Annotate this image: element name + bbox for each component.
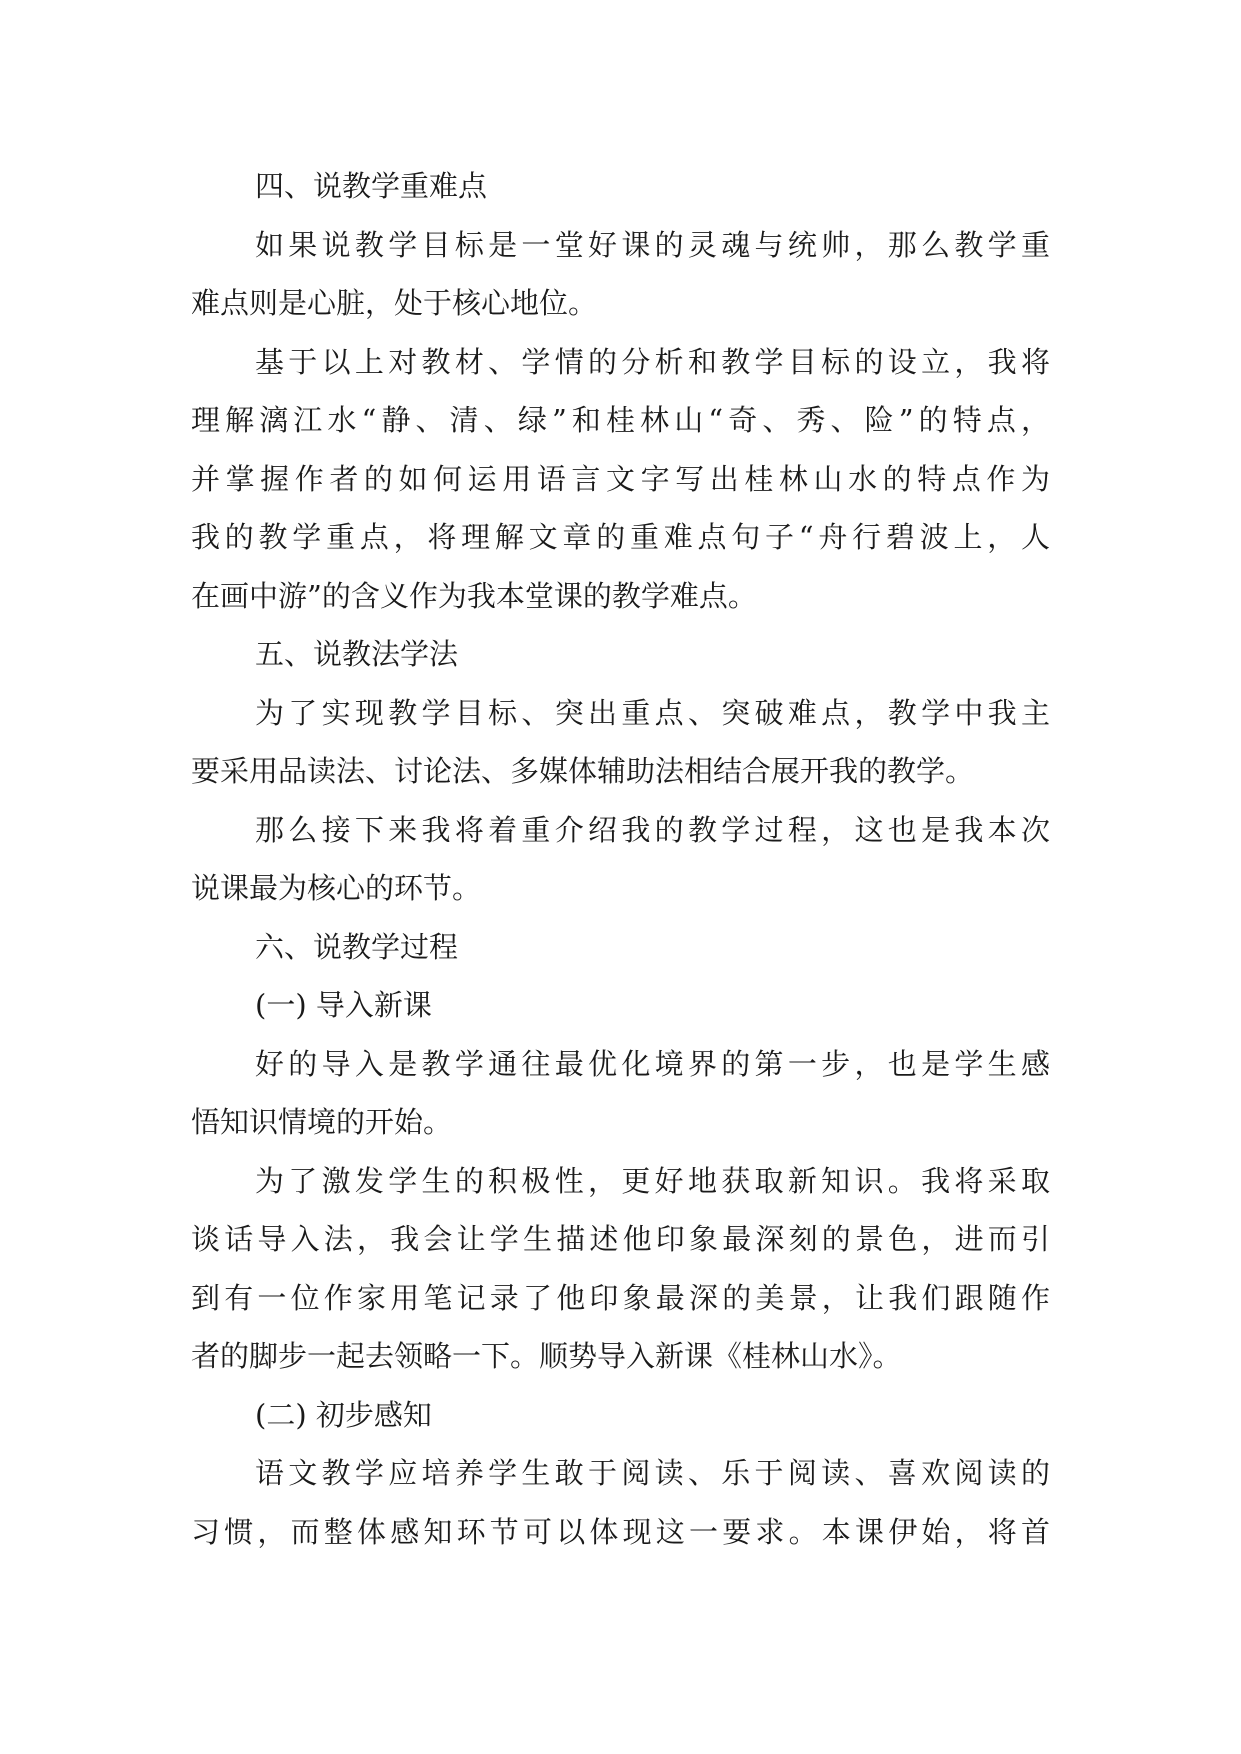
paragraph-line: 好的导入是教学通往最优化境界的第一步，也是学生感 bbox=[255, 1046, 1050, 1081]
section-heading: (二) 初步感知 bbox=[255, 1397, 432, 1432]
paragraph-line: 要采用品读法、讨论法、多媒体辅助法相结合展开我的教学。 bbox=[191, 754, 975, 788]
paragraph-line: 并掌握作者的如何运用语言文字写出桂林山水的特点作为 bbox=[191, 461, 1050, 496]
paragraph-line: 难点则是心脏，处于核心地位。 bbox=[191, 286, 598, 320]
section-heading: 四、说教学重难点 bbox=[255, 169, 488, 203]
paragraph-line: 说课最为核心的环节。 bbox=[191, 871, 482, 905]
paragraph-line: 习惯，而整体感知环节可以体现这一要求。本课伊始，将首 bbox=[191, 1514, 1050, 1549]
paragraph-line: 悟知识情境的开始。 bbox=[191, 1105, 453, 1139]
paragraph-line: 那么接下来我将着重介绍我的教学过程，这也是我本次 bbox=[255, 812, 1050, 847]
paragraph-line: 我的教学重点，将理解文章的重难点句子“舟行碧波上，人 bbox=[191, 520, 1050, 554]
paragraph-line: 基于以上对教材、学情的分析和教学目标的设立，我将 bbox=[255, 344, 1050, 379]
paragraph-line: 谈话导入法，我会让学生描述他印象最深刻的景色，进而引 bbox=[191, 1222, 1050, 1256]
paragraph-line: 到有一位作家用笔记录了他印象最深的美景，让我们跟随作 bbox=[191, 1280, 1050, 1315]
paragraph-line: 在画中游”的含义作为我本堂课的教学难点。 bbox=[191, 578, 757, 613]
paragraph-line: 者的脚步一起去领略一下。顺势导入新课《桂林山水》。 bbox=[191, 1339, 902, 1373]
paragraph-line: 为了激发学生的积极性，更好地获取新知识。我将采取 bbox=[255, 1163, 1050, 1198]
paragraph-line: 理解漓江水“静、清、绿”和桂林山“奇、秀、险”的特点， bbox=[191, 403, 1050, 437]
section-heading: (一) 导入新课 bbox=[255, 988, 432, 1022]
paragraph-line: 为了实现教学目标、突出重点、突破难点，教学中我主 bbox=[255, 695, 1050, 730]
paragraph-line: 语文教学应培养学生敢于阅读、乐于阅读、喜欢阅读的 bbox=[255, 1456, 1050, 1490]
paragraph-line: 如果说教学目标是一堂好课的灵魂与统帅，那么教学重 bbox=[255, 227, 1050, 262]
document-page bbox=[191, 157, 1050, 1561]
section-heading: 五、说教法学法 bbox=[255, 637, 459, 671]
section-heading: 六、说教学过程 bbox=[255, 929, 459, 964]
